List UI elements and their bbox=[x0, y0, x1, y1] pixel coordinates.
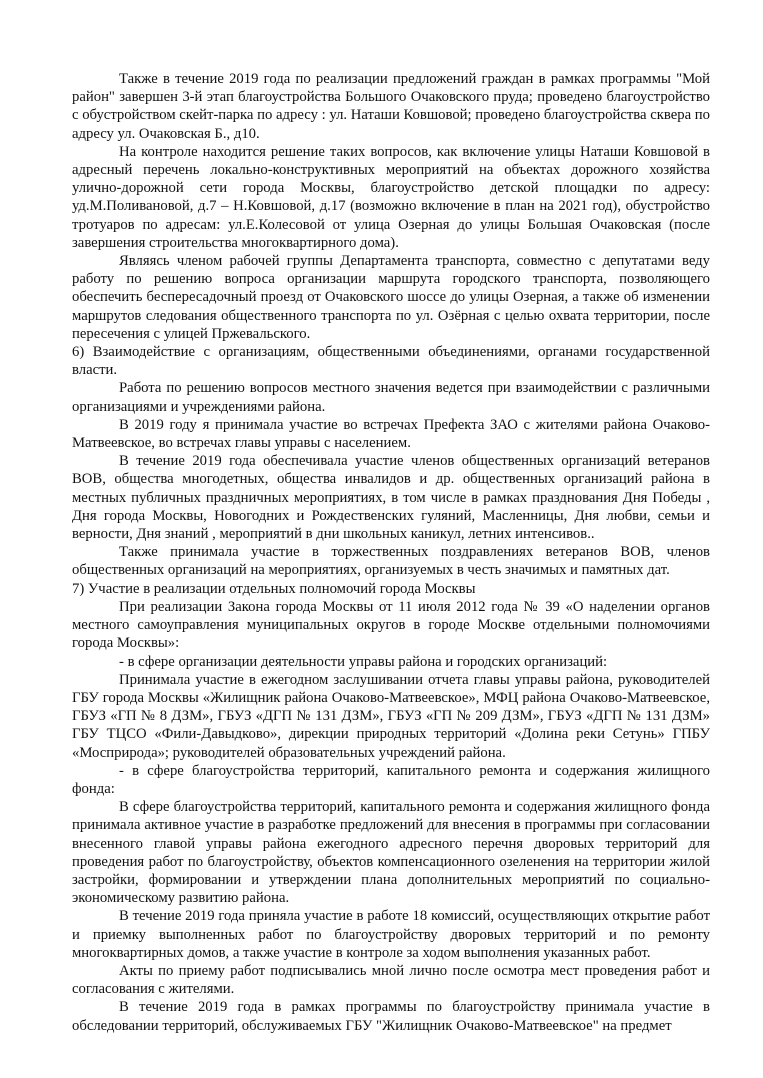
paragraph-annual-reports: Принимала участие в ежегодном заслушивании отчета главы управы района, руководителей ГБУ города Москвы «Жилищник района Очаково-Матвеевское», МФЦ района Очаково-Матвеевское, ГБУЗ «ГП № 8 ДЗМ», ГБУЗ «ДГП № 131 ДЗМ», ГБУЗ «ГП № 209 ДЗМ», ГБУЗ «ДГП № 131 ДЗМ» ГБУ ТЦСО «Фили-Давыдково», дирекции природных территорий «Долина реки Сетунь» ГПБУ «Мосприрода»; руководителей образовательных учреждений района. bbox=[72, 671, 710, 761]
paragraph-veterans: Также принимала участие в торжественных поздравлениях ветеранов ВОВ, членов общественных организаций на мероприятиях, организуемых в честь значимых и памятных дат. bbox=[72, 544, 710, 579]
paragraph-local-work: Работа по решению вопросов местного значения ведется при взаимодействии с различными организациями и учреждениями района. bbox=[72, 380, 710, 415]
paragraph-inspections: В течение 2019 года в рамках программы по благоустройству принимала участие в обследовании территорий, обслуживаемых ГБУ "Жилищник Очаково-Матвеевское" на предмет bbox=[72, 999, 710, 1034]
paragraph-improvement-programs: В сфере благоустройства территорий, капитального ремонта и содержания жилищного фонда принимала активное участие в разработке предложений для внесения в программы при согласовании внесенного главой управы района ежегодного адресного перечня дворовых территорий для проведения работ по благоустройству, объектов компенсационного озеленения на территории жилой застройки, формировании и утверждении плана дополнительных мероприятий по социально-экономическому развитию района. bbox=[72, 799, 710, 907]
paragraph-prefect-meetings: В 2019 году я принимала участие во встречах Префекта ЗАО с жителями района Очаково-Матвеевское, во встречах главы управы с населением. bbox=[72, 416, 710, 452]
paragraph-moy-rayon: Также в течение 2019 года по реализации предложений граждан в рамках программы "Мой район" завершен 3-й этап благоустройства Большого Очаковского пруда; проведено благоустройство с обустройством скейт-парка по адресу : ул. Наташи Ковшовой; проведено благоустройства сквера по адресу ул. Очаковская Б., д10. bbox=[72, 71, 710, 142]
subheading-uprava: - в сфере организации деятельности управы района и городских организаций: bbox=[119, 653, 608, 670]
paragraph-commissions: В течение 2019 года приняла участие в работе 18 комиссий, осуществляющих открытие работ и приемку выполненных работ по благоустройству дворовых территорий и по ремонту многоквартирных домов, а также участие в контроле за ходом выполнения указанных работ. bbox=[72, 908, 710, 961]
paragraph-transport-group: Являясь членом рабочей группы Департамента транспорта, совместно с депутатами веду работу по решению вопроса организации маршрута городского транспорта, позволяющего обеспечить беспересадочный проезд от Очаковского шоссе до улицы Озерная, а также об изменении маршрутов следования общественного транспорта по ул. Озёрная с целью охвата территории, после пересечения с улицей Пржевальского. bbox=[72, 253, 710, 342]
subheading-improvement: - в сфере благоустройства территорий, капитального ремонта и содержания жилищного фонда: bbox=[72, 762, 710, 797]
paragraph-public-events: В течение 2019 года обеспечивала участие членов общественных организаций ветеранов ВОВ, общества многодетных, общества инвалидов и др. общественных организаций района в местных публичных праздничных мероприятиях, в том числе в рамках празднования Дня Победы , Дня города Москвы, Новогодних и Рождественских гуляний, Масленницы, Дня любви, семьи и верности, Дня знаний , мероприятий в дни школьных каникул, летних интенсивов.. bbox=[72, 453, 710, 543]
section-heading-6: 6) Взаимодействие с организациям, общественными объединениями, органами государственной власти. bbox=[72, 344, 710, 379]
section-heading-7: 7) Участие в реализации отдельных полномочий города Москвы bbox=[72, 580, 476, 597]
document-page bbox=[72, 70, 710, 1035]
paragraph-moscow-law: При реализации Закона города Москвы от 11 июля 2012 года № 39 «О наделении органов местного самоуправления муниципальных округов в городе Москве отдельными полномочиями города Москвы»: bbox=[72, 598, 710, 652]
paragraph-acts: Акты по приему работ подписывались мной лично после осмотра мест проведения работ и согласования с жителями. bbox=[72, 962, 710, 998]
paragraph-control-issues: На контроле находится решение таких вопросов, как включение улицы Наташи Ковшовой в адресный перечень локально-конструктивных мероприятий на объектах дорожного хозяйства улично-дорожной сети города Москвы, благоустройство детской площадки по адресу: уд.М.Поливановой, д.7 – Н.Ковшовой, д.17 (возможно включение в план на 2021 год), обустройство тротуаров по адресам: ул.Е.Колесовой от улица Озерная до улицы Большая Очаковская (после завершения строительства многоквартирного дома). bbox=[72, 143, 710, 251]
